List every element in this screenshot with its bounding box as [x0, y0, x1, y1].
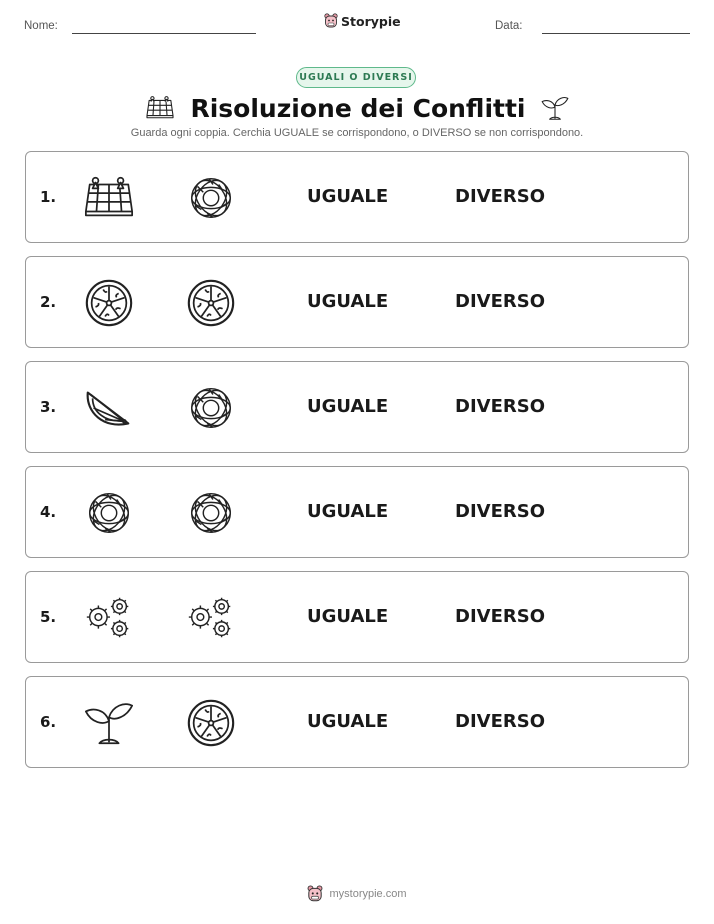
- citrus-slice-icon: [184, 699, 238, 747]
- instructions: Guarda ogni coppia. Cerchia UGUALE se corrispondono, o DIVERSO se non corrispondono.: [130, 127, 584, 139]
- exercise-list: [25, 151, 689, 781]
- exercise-row: [25, 466, 689, 558]
- citrus-slice-icon: [184, 279, 238, 327]
- knot-icon: [82, 489, 136, 537]
- sprout-icon: [82, 699, 136, 747]
- exercise-row: [25, 256, 689, 348]
- date-label: Data:: [495, 20, 523, 32]
- page-title: Risoluzione dei Conflitti: [190, 93, 526, 123]
- row-number: 2.: [40, 293, 57, 311]
- exercise-row: [25, 571, 689, 663]
- title-row: [0, 90, 714, 126]
- sprout-icon: [540, 93, 570, 123]
- footer: [0, 885, 714, 903]
- option-same[interactable]: UGUALE: [307, 501, 389, 522]
- storypie-mascot-icon: [324, 13, 338, 29]
- board-game-icon: [82, 174, 136, 222]
- knot-icon: [184, 489, 238, 537]
- name-field[interactable]: [72, 33, 256, 34]
- gears-icon: [184, 594, 238, 642]
- row-number: 4.: [40, 503, 57, 521]
- board-game-icon: [144, 95, 176, 121]
- option-different[interactable]: DIVERSO: [455, 501, 545, 522]
- knot-icon: [184, 384, 238, 432]
- brand-name: Storypie: [341, 13, 401, 29]
- option-different[interactable]: DIVERSO: [455, 711, 545, 732]
- name-label: Nome:: [24, 20, 58, 32]
- option-different[interactable]: DIVERSO: [455, 396, 545, 417]
- worksheet-header: [0, 0, 714, 44]
- exercise-row: [25, 676, 689, 768]
- option-same[interactable]: UGUALE: [307, 606, 389, 627]
- exercise-row: [25, 361, 689, 453]
- row-number: 6.: [40, 713, 57, 731]
- brand-logo: [324, 13, 401, 29]
- storypie-mascot-icon: [307, 885, 323, 903]
- option-same[interactable]: UGUALE: [307, 291, 389, 312]
- row-number: 3.: [40, 398, 57, 416]
- row-number: 1.: [40, 188, 57, 206]
- option-same[interactable]: UGUALE: [307, 186, 389, 207]
- exercise-row: [25, 151, 689, 243]
- date-field[interactable]: [542, 33, 690, 34]
- worksheet-type-badge: UGUALI O DIVERSI: [296, 67, 416, 88]
- option-different[interactable]: DIVERSO: [455, 606, 545, 627]
- option-different[interactable]: DIVERSO: [455, 291, 545, 312]
- row-number: 5.: [40, 608, 57, 626]
- option-same[interactable]: UGUALE: [307, 711, 389, 732]
- footer-url: mystorypie.com: [329, 888, 407, 900]
- citrus-wedge-icon: [82, 384, 136, 432]
- gears-icon: [82, 594, 136, 642]
- citrus-slice-icon: [82, 279, 136, 327]
- knot-icon: [184, 174, 238, 222]
- option-same[interactable]: UGUALE: [307, 396, 389, 417]
- option-different[interactable]: DIVERSO: [455, 186, 545, 207]
